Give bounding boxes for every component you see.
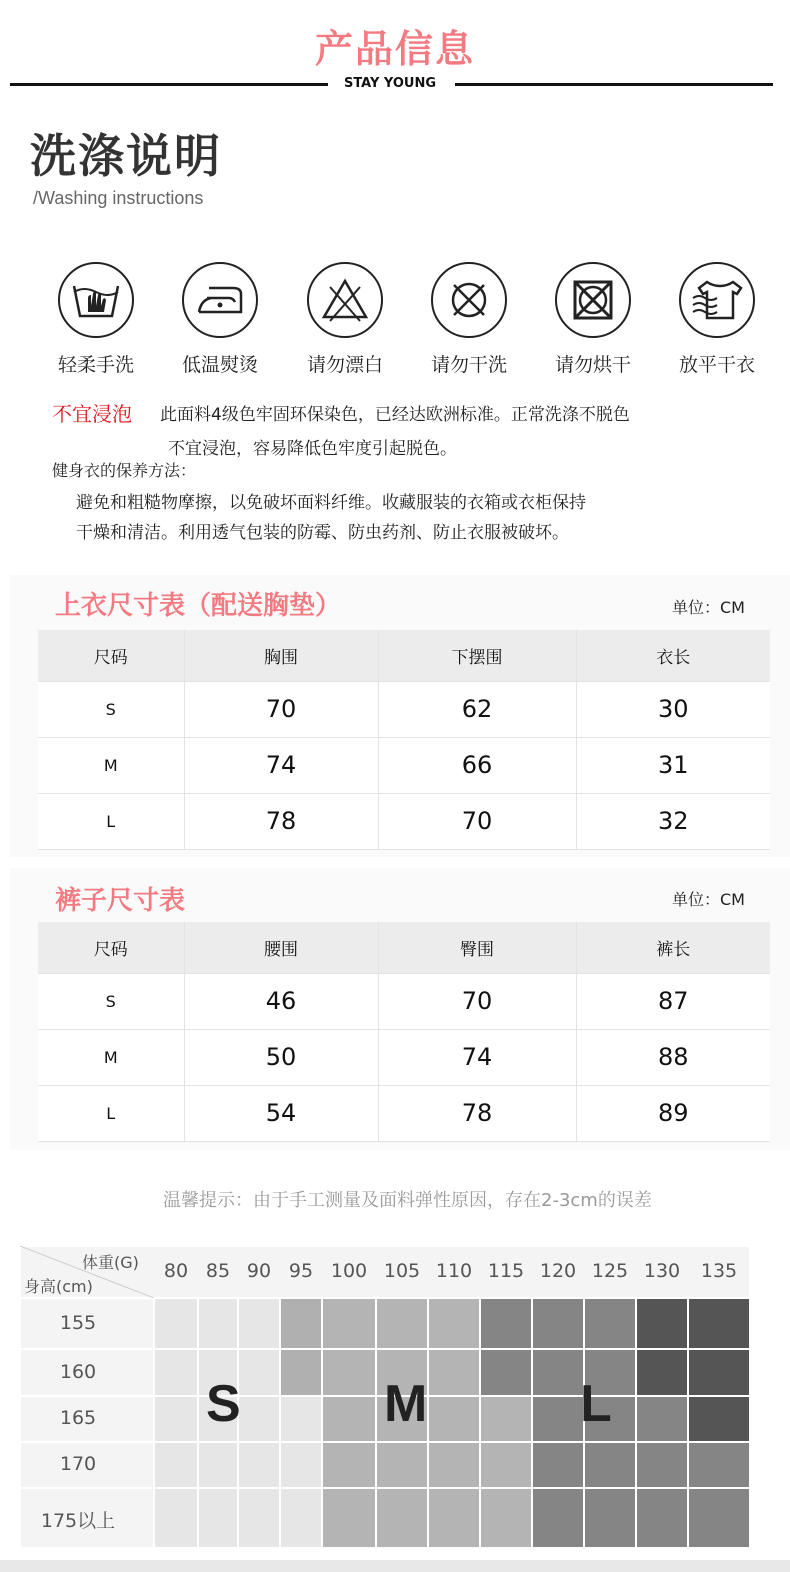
- table-header-cell: 腰围: [184, 922, 378, 973]
- care-item-dry-flat: [662, 262, 772, 377]
- table-cell: 50: [184, 1029, 378, 1085]
- size-letter-s: S: [206, 1375, 241, 1433]
- care-item-no-tumble-dry: [538, 262, 648, 377]
- size-grid-cell: [636, 1442, 688, 1488]
- table-row: [38, 973, 770, 1029]
- height-label: 165: [59, 1407, 97, 1429]
- top-size-table: [38, 630, 770, 850]
- table-row: [38, 1029, 770, 1085]
- size-grid-cell: [154, 1488, 198, 1548]
- size-grid-cell: [428, 1396, 480, 1442]
- iron-low-icon: [182, 262, 258, 338]
- table-header-cell: 裤长: [576, 922, 770, 973]
- size-grid-cell: [532, 1396, 584, 1442]
- header-divider-left: [10, 83, 328, 86]
- care-item-hand-wash: [41, 262, 151, 377]
- size-grid-cell: [376, 1298, 428, 1349]
- size-recommendation-grid: [20, 1246, 750, 1548]
- size-grid-cell: [480, 1442, 532, 1488]
- table-cell: 32: [576, 793, 770, 849]
- size-grid-cell: [322, 1298, 376, 1349]
- dry-flat-icon: [679, 262, 755, 338]
- bottom-bar: [0, 1560, 790, 1572]
- size-grid-cell: [688, 1298, 750, 1349]
- weight-header: 105: [383, 1260, 421, 1282]
- weight-header: 80: [163, 1260, 189, 1282]
- weight-header: 100: [330, 1260, 368, 1282]
- size-grid-cell: [532, 1442, 584, 1488]
- table-header-row: [38, 922, 770, 973]
- table-header-cell: 臀围: [378, 922, 576, 973]
- size-grid-cell: [428, 1488, 480, 1548]
- table-cell: 46: [184, 973, 378, 1029]
- table-header-cell: 尺码: [38, 630, 184, 681]
- care-item-no-bleach: [290, 262, 400, 377]
- weight-axis-label: 体重(G): [82, 1253, 139, 1272]
- size-grid-cell: [238, 1298, 280, 1349]
- care-label: 请勿漂白: [306, 354, 383, 376]
- weight-header: 115: [487, 1260, 525, 1282]
- table-cell: 74: [378, 1029, 576, 1085]
- size-grid-cell: [688, 1349, 750, 1396]
- weight-header: 85: [205, 1260, 231, 1282]
- table-cell: L: [38, 1085, 184, 1141]
- table-cell: 70: [378, 793, 576, 849]
- no-bleach-icon: [307, 262, 383, 338]
- size-grid-cell: [428, 1298, 480, 1349]
- size-grid-cell: [322, 1488, 376, 1548]
- table-cell: 78: [184, 793, 378, 849]
- no-dry-clean-icon: [431, 262, 507, 338]
- table-row: [38, 1085, 770, 1141]
- size-grid-cell: [428, 1442, 480, 1488]
- size-grid-cell: [584, 1442, 636, 1488]
- size-grid-cell: [238, 1349, 280, 1396]
- top-table-unit: 单位：CM: [672, 598, 745, 617]
- size-grid-cell: [636, 1298, 688, 1349]
- table-cell: M: [38, 737, 184, 793]
- size-letter-m: M: [384, 1375, 428, 1433]
- pants-size-table: [38, 922, 770, 1142]
- care-label: 轻柔手洗: [57, 354, 134, 376]
- table-cell: 30: [576, 681, 770, 737]
- table-cell: S: [38, 681, 184, 737]
- table-cell: 78: [378, 1085, 576, 1141]
- size-grid-cell: [154, 1298, 198, 1349]
- size-grid-cell: [584, 1298, 636, 1349]
- size-grid-cell: [154, 1396, 198, 1442]
- size-grid-cell: [636, 1488, 688, 1548]
- table-cell: 54: [184, 1085, 378, 1141]
- care-label: 低温熨烫: [181, 354, 258, 376]
- table-cell: L: [38, 793, 184, 849]
- table-cell: S: [38, 973, 184, 1029]
- table-header-cell: 胸围: [184, 630, 378, 681]
- size-grid-cell: [636, 1349, 688, 1396]
- size-grid-cell: [198, 1442, 238, 1488]
- weight-header: 125: [591, 1260, 629, 1282]
- height-axis-label: 身高(cm): [24, 1277, 93, 1296]
- size-grid-cell: [322, 1442, 376, 1488]
- care-heading: 健身衣的保养方法：: [52, 461, 197, 480]
- size-grid-cell: [238, 1488, 280, 1548]
- top-table-title: 上衣尺寸表（配送胸垫）: [55, 591, 342, 621]
- care-text-line1: 避免和粗糙物摩擦，以免破坏面料纤维。收藏服装的衣箱或衣柜保持: [76, 493, 586, 513]
- size-grid-cell: [238, 1396, 280, 1442]
- care-text-line2: 干燥和清洁。利用透气包装的防霉、防虫药剂、防止衣服被破坏。: [76, 523, 569, 543]
- size-grid-cell: [280, 1442, 322, 1488]
- care-label: 放平干衣: [678, 354, 755, 376]
- size-grid-cell: [154, 1442, 198, 1488]
- table-header-cell: 下摆围: [378, 630, 576, 681]
- size-grid-cell: [480, 1396, 532, 1442]
- care-item-iron-low: [165, 262, 275, 377]
- washing-subtitle: /Washing instructions: [33, 188, 204, 208]
- weight-header: 135: [700, 1260, 738, 1282]
- size-grid-cell: [636, 1396, 688, 1442]
- size-grid-cell: [688, 1442, 750, 1488]
- care-label: 请勿干洗: [430, 354, 507, 376]
- height-label: 170: [59, 1453, 97, 1475]
- table-cell: M: [38, 1029, 184, 1085]
- size-grid-cell: [532, 1488, 584, 1548]
- size-grid-cell: [280, 1488, 322, 1548]
- size-grid-cell: [480, 1298, 532, 1349]
- table-row: [38, 793, 770, 849]
- size-grid-cell: [198, 1488, 238, 1548]
- size-letter-l: L: [580, 1375, 612, 1433]
- size-grid-cell: [584, 1488, 636, 1548]
- care-label: 请勿烘干: [554, 354, 631, 376]
- no-tumble-dry-icon: [555, 262, 631, 338]
- size-grid-cell: [238, 1442, 280, 1488]
- size-grid-cell: [198, 1298, 238, 1349]
- hand-wash-icon: [58, 262, 134, 338]
- table-header-cell: 尺码: [38, 922, 184, 973]
- size-grid-cell: [480, 1349, 532, 1396]
- table-cell: 70: [378, 973, 576, 1029]
- size-grid-cell: [376, 1488, 428, 1548]
- measurement-tip: 温馨提示：由于手工测量及面料弹性原因，存在2-3cm的误差: [163, 1190, 652, 1211]
- size-grid-cell: [154, 1349, 198, 1396]
- size-grid-cell: [532, 1349, 584, 1396]
- table-header-row: [38, 630, 770, 681]
- table-row: [38, 681, 770, 737]
- pants-table-unit: 单位：CM: [672, 890, 745, 909]
- washing-title: 洗涤说明: [30, 129, 222, 183]
- table-cell: 74: [184, 737, 378, 793]
- weight-header: 130: [643, 1260, 681, 1282]
- table-cell: 31: [576, 737, 770, 793]
- weight-header: 95: [288, 1260, 314, 1282]
- table-cell: 88: [576, 1029, 770, 1085]
- warning-text-line2: 不宜浸泡，容易降低色牢度引起脱色。: [168, 439, 457, 459]
- size-grid-cell: [280, 1396, 322, 1442]
- size-grid-cell: [428, 1349, 480, 1396]
- size-grid-cell: [280, 1298, 322, 1349]
- height-label: 160: [59, 1360, 97, 1383]
- size-grid-cell: [280, 1349, 322, 1396]
- size-grid-cell: [532, 1298, 584, 1349]
- table-cell: 66: [378, 737, 576, 793]
- size-grid-cell: [688, 1488, 750, 1548]
- warning-label: 不宜浸泡: [52, 402, 132, 426]
- size-grid-cell: [480, 1488, 532, 1548]
- table-cell: 70: [184, 681, 378, 737]
- table-cell: 89: [576, 1085, 770, 1141]
- warning-text-line1: 此面料4级色牢固环保染色，已经达欧洲标准。正常洗涤不脱色: [160, 405, 630, 425]
- weight-header: 120: [539, 1260, 577, 1282]
- care-item-no-dry-clean: [414, 262, 524, 377]
- size-grid-cell: [376, 1442, 428, 1488]
- height-label: 155: [59, 1311, 97, 1334]
- header-divider-right: [455, 83, 773, 86]
- header-tagline: STAY YOUNG: [343, 76, 437, 91]
- size-grid-cell: [688, 1396, 750, 1442]
- table-cell: 87: [576, 973, 770, 1029]
- table-cell: 62: [378, 681, 576, 737]
- height-label: 175以上: [40, 1510, 116, 1532]
- size-grid-cell: [322, 1396, 376, 1442]
- weight-header: 110: [435, 1260, 473, 1282]
- table-row: [38, 737, 770, 793]
- page-title: 产品信息: [314, 27, 475, 71]
- size-grid-cell: [322, 1349, 376, 1396]
- pants-table-title: 裤子尺寸表: [55, 886, 186, 916]
- table-header-cell: 衣长: [576, 630, 770, 681]
- weight-header: 90: [246, 1260, 272, 1282]
